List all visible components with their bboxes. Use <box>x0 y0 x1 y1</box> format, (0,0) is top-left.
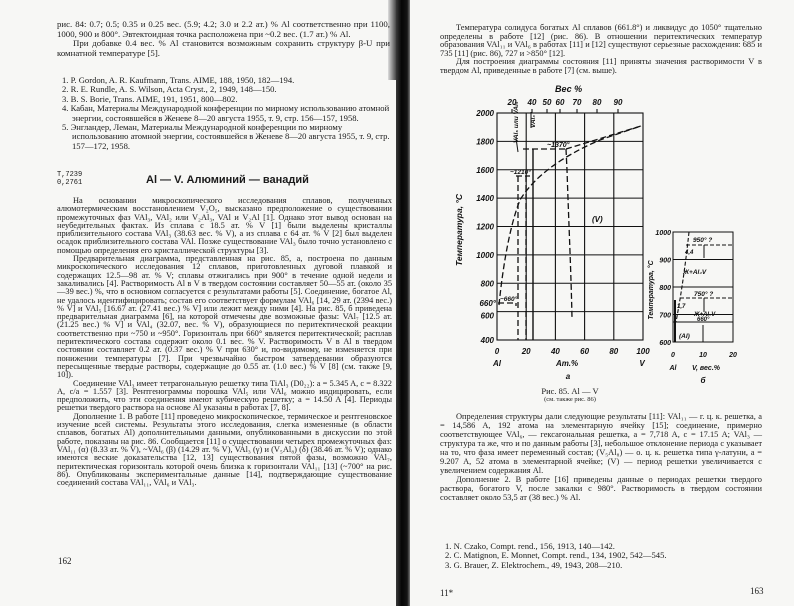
page-number-left: 162 <box>58 556 72 566</box>
top-axis-label: Вес % <box>555 84 583 94</box>
x-tick-label: 40 <box>550 347 560 356</box>
code-line: Т,7239 <box>57 171 83 179</box>
right-body <box>440 412 762 502</box>
paragraph: На основании микроскопического исследования сплавов, полученных алюмотермическим восстановлением V₂O₅, высказано предположение о существовании промежуточных фаз VAl₃, VAl₂ или V₂Al₃, VAl и V₂Al [1]. Однако этот вывод основан на неубедительных фактах. Из сплава с 18.5 ат. % V [1] были выделены кристаллы приблизительного состава VAl₃ (38.63 вес. % V), а из сплава с 64 ат. % V [2] был выделен осадок приблизительного состава VAl. Позже существование VAl₃ было точно установлено с помощью определения его кристаллической структуры [3]. <box>57 196 392 255</box>
reference-item: 3. G. Brauer, Z. Elektrochem., 49, 1943, 208—210. <box>445 559 623 570</box>
x-tick-label: 80 <box>609 347 619 356</box>
subfigure-a-label: а <box>565 372 571 381</box>
reference-item: 1. N. Czako, Compt. rend., 156, 1913, 140—142. <box>445 541 615 551</box>
top-tick-label: 80 <box>592 98 602 107</box>
reference-item: 3. B. S. Borie, Trans. AIME, 191, 1951, 800—802. <box>62 93 238 104</box>
small-x-tick-label: 0 <box>671 352 675 359</box>
paragraph: Дополнение 2. В работе [16] приведены данные о периодах решетки твердого раствора, богатого V, после закалки с 980°. Растворимость в твердом состоянии составляет около 53,5 ат (38 вес.) % Al. <box>440 475 762 502</box>
small-y-axis-label: Температура, °C <box>648 260 655 320</box>
small-x-tick-label: 10 <box>699 352 707 359</box>
top-tick-label: 40 <box>527 98 537 107</box>
label-4-4: 4,4 <box>685 250 694 256</box>
x-left-label: Al <box>493 359 501 368</box>
label-660-small: 660° <box>697 317 710 323</box>
paragraph: При добавке 0.4 вес. % Al становится возможным сохранить структуру β-U при комнатной температуре [5]. <box>57 38 390 58</box>
eutectic-660 <box>498 303 516 306</box>
caption-note: (см. также рис. 86) <box>544 396 596 403</box>
caption-title: Рис. 85. Al — V <box>541 386 599 396</box>
small-y-tick-label: 700 <box>659 312 671 320</box>
reference-item: 2. C. Matignon, E. Monnet, Compt. rend., 134, 1902, 542—545. <box>445 550 667 561</box>
subfigure-b-label: б <box>700 376 706 385</box>
small-y-tick-label: 900 <box>659 257 671 265</box>
y-axis-label: Температура, °C <box>454 194 464 266</box>
top-tick-label: 90 <box>613 98 623 107</box>
top-tick-label: 20 <box>507 98 517 107</box>
y-tick-label: 600 <box>480 311 494 321</box>
top-tick-label: 60 <box>555 98 565 107</box>
label-1370: ~1370° <box>547 142 570 149</box>
y-tick-label: 1200 <box>476 222 494 232</box>
solvus-curve <box>566 126 641 149</box>
reference-item: 2. R. E. Rundle, A. S. Wilson, Acta Cryst., 2, 1949, 148—150. <box>62 84 277 95</box>
y-tick-label: 1400 <box>476 194 494 204</box>
page-number-right: 163 <box>750 586 764 596</box>
small-y-tick-label: 600 <box>659 340 671 347</box>
label-l-al4v: Ж+Al₄V <box>683 269 707 276</box>
paragraph: рис. 84: 0.7; 0.5; 0.35 и 0.25 вес. (5.9; 4.2; 3.0 и 2.2 ат.) % Al соответственно при 1100, 1000, 900 и 800°. Эвтектоидная точка расположена при ~0.2 вес. (1.7 ат.) % Al. <box>57 19 390 39</box>
y-tick-660: 660° <box>479 299 496 308</box>
label-750: 750° ? <box>694 291 714 298</box>
phase-boundaries <box>498 126 641 340</box>
reference-item: 1. P. Gordon, A. R. Kaufmann, Trans. AIME, 188, 1950, 182—194. <box>62 75 295 85</box>
y-tick-label: 1000 <box>476 250 494 260</box>
x-tick-label: 60 <box>580 347 590 356</box>
x-axis-label: Ат.% <box>555 359 579 368</box>
liquidus-curve <box>499 126 641 305</box>
small-y-tick-label: 800 <box>659 285 671 292</box>
val3-label: VAl₃ <box>530 115 537 128</box>
small-x-tick-label: 20 <box>729 352 737 359</box>
reference-item: 4. Кабан, Материалы Международной конференции по мирному использованию атомной энергии, состоявшейся в Женеве 8—20 августа 1955, т. 9, стр. 156—157, 1958. <box>62 103 390 123</box>
y-tick-label: 800 <box>480 279 494 289</box>
label-1-7: 1,7 <box>677 304 686 310</box>
code-line: 0,2761 <box>57 178 83 187</box>
small-y-tick-label: 1000 <box>655 230 671 237</box>
x-right-label: V <box>639 359 645 368</box>
paragraph: Температура солидуса богатых Al сплавов (661.8°) и ликвидус до 1050° тщательно определены в работе [12] (рис. 86). В отношении перитектических температур образования VAl₁₁ и VAl₆ в работах [11] и [12] существуют серьезные расхождения: 685 и 735 [11] (рис. 86), 727 и >850° [12]. <box>440 23 762 58</box>
top-tick-label: 70 <box>572 98 582 107</box>
label-al-phase: (Al) <box>679 333 690 340</box>
small-x-left-label: Al <box>669 365 677 372</box>
figure-caption <box>510 386 630 403</box>
label-v-phase: (V) <box>592 215 603 224</box>
x-tick-label: 0 <box>494 347 500 356</box>
paragraph: Для построения диаграммы состояния [11] приняты значения растворимости V в твердом Al, приведенные в работе [7] (см. выше). <box>440 57 762 75</box>
y-tick-label: 1800 <box>476 137 494 147</box>
paragraph: Предварительная диаграмма, представленная на рис. 85, а, построена по данным микроскопического исследования 12 сплавов, приготовленных дуговой плавкой и содержащих 12.5—98 ат. % V; сплавы отжигались при 900° в течение одной недели и закаливались [4]. Растворимость Al в V в твердом состоянии составляет 50—55 ат. (около 35—39 вес.) %, что в основном согласуется с результатами работы [5]. Соединение, богатое Al, не удалось идентифицировать; состав его соответствует формулам VAl₆ [14, 29 ат. (2394 вес.) % V] и VAl₅ [16.67 ат. (27.41 вес.) % V] или лежит между ними [4]. На рис. 85, б приведена предварительная диаграмма [6], на которой отмечены две возможные фазы: VAl₇ [12.5 ат. (21.25 вес.) % V] и VAl₄ (32.07, вес. % V), образующиеся по перитектической реакции соответственно при ~750 и ~950°. Горизонталь при 660° является перитектической; расплав перитектического состава содержит около 0.1 вес. % V. Растворимость V в Al в твердом состоянии составляет 0.2 ат. (0.37 вес.) % V при 630° и, по-видимому, не изменяется при понижении температуры [7]. При чрезвычайно быстром затвердевании образуются пересыщенные твердые растворы, содержащие до 0.55 ат. (1.0 вес.) % V [8] (см. также [9, 10]). <box>57 254 392 380</box>
label-950: 950° ? <box>693 237 713 244</box>
signature-mark: 11* <box>440 588 454 598</box>
label-660: ~660° <box>500 296 518 303</box>
y-tick-label: 1600 <box>476 165 494 175</box>
paragraph: Дополнение 1. В работе [11] проведено микроскопическое, термическое и рентгеновское изучение всей системы. Результаты этого исследования, слегка измененные (в области сплавов, богатых Al) дополнительными данными, опубликованными в дискуссии по этой работе, показаны на рис. 86. Сообщается [11] о существовании четырех промежуточных фаз: VAl₁₁ (α) (8.33 ат. % V), ~VAl₆ (β) (14.29 ат. % V), VAl₃ (γ) и (V₅Al₈) (δ) (38.46 ат. % V); однако имеются веские доказательства [12, 13] существования пятой фазы, возможно VAl₇, перитектическая горизонталь которой очень близка к горизонтали VAl₁₁ [13] (~700° на рис. 86). Опубликованы экспериментальные данные [14], подтверждающие существование соединений состава VAl₁₁, VAl₆ и VAl₃. <box>57 411 392 488</box>
x-tick-label: 20 <box>521 347 531 356</box>
section-title: Al — V. Алюминий — ванадий <box>146 174 309 186</box>
paragraph: Соединение VAl₃ имеет тетрагональную решетку типа TiAl₃ (D0₂₂): a = 5.345 A, c = 8.322 A, c/a = 1.557 [3]. Рентгенограммы порошка VAl₅ или VAl₆ можно индицировать, если предположить, что эти соединения имеют кубическую решетку; a = 14.50 A [4]. Периоды решетки твердого раствора на основе Al указаны в работах [7, 8]. <box>57 378 392 413</box>
right-references <box>445 542 765 570</box>
top-tick-label: 50 <box>542 98 552 107</box>
label-l-al7v: Ж+Al₇V <box>694 312 716 318</box>
x-tick-label: 100 <box>636 347 650 356</box>
reference-item: 5. Энгландер, Леман, Материалы Международной конференции по мирному использованию атомной энергии, состоявшейся в Женеве 8—20 августа 1955, т. 9, стр. 157—172, 1958. <box>62 122 390 151</box>
y-tick-label: 400 <box>480 336 494 345</box>
paragraph: Определения структуры дали следующие результаты [11]: VAl₁₁ — г. ц. к. решетка, a = 14,586 A, 192 атома на элементарную ячейку [15]; соединение, примерно соответствующее VAl₆, — гексагональная решетка, a = 7,718 A, c = 17.15 A; VAl₃ — структура та же, что и по данным работы [3], небольшое отклонение периода c указывает на то, что фаза имеет переменный состав; (V₅Al₈) — о. ц. к. решетка типа γ-латуни, a = 9.207 A, 52 атома в элементарной ячейке; (V) — период решетки увеличивается с увеличением содержания Al. <box>440 412 762 475</box>
small-x-axis-label: V, вес.% <box>691 365 721 372</box>
y-tick-label: 2000 <box>476 109 494 118</box>
vali6-label: VAl₆ или VAl₅ <box>513 101 520 143</box>
label-1210: ~1210° <box>510 169 531 176</box>
solvus-curve-lower <box>566 149 572 318</box>
